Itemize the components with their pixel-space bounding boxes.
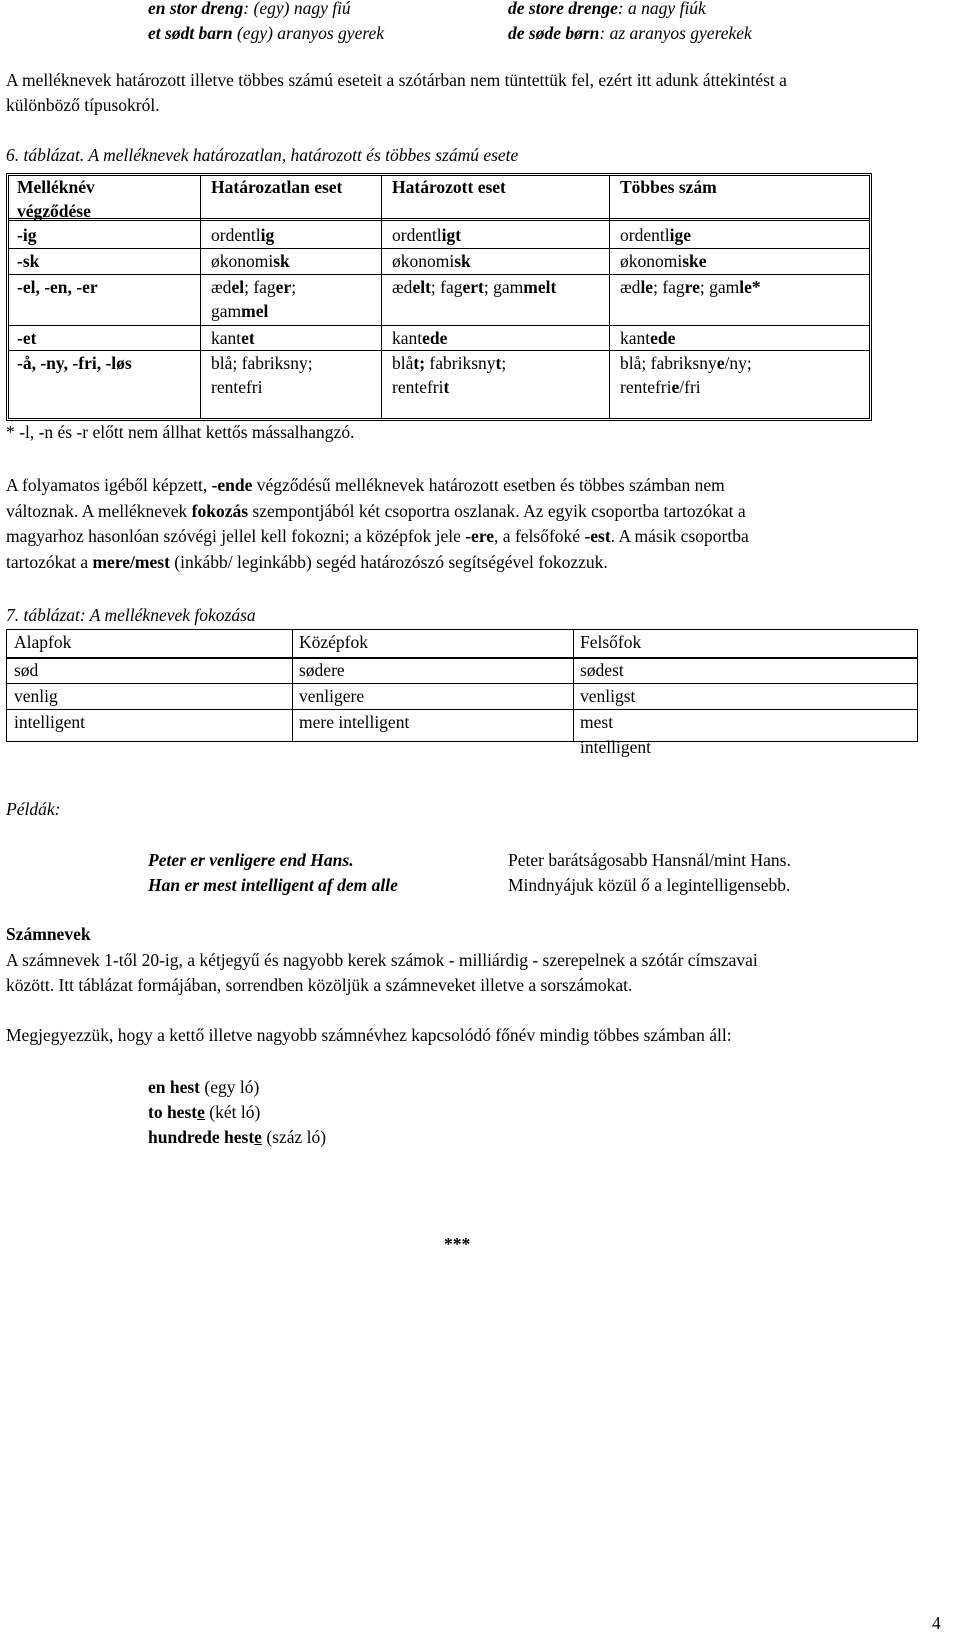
example-left-1	[148, 0, 351, 21]
example-right-2-hungarian: : az aranyos gyerekek	[599, 23, 752, 43]
table-7-header-comparative: Középfok	[299, 632, 369, 652]
table-6-header-plural: Többes szám	[620, 177, 717, 197]
example-left-1-hungarian: : (egy) nagy fiú	[243, 0, 351, 18]
table-6-header-ending	[17, 175, 95, 223]
example-right-1-hungarian: : a nagy fiúk	[617, 0, 706, 18]
table-row-ending: -ig	[17, 225, 37, 245]
numeral-example-3: hundrede heste (száz ló)	[148, 1127, 327, 1147]
table-cell-plural: økonomiske	[620, 251, 707, 271]
section-separator: ***	[444, 1234, 471, 1254]
example-right-2-danish: de søde børn	[508, 23, 600, 43]
example-left-2-hungarian: (egy) aranyos gyerek	[232, 23, 385, 43]
table-7	[6, 629, 918, 757]
numerals-paragraph-line-1: A számnevek 1-től 20-ig, a kétjegyű és nagyobb kerek számok - milliárdig - szerepelnek a szótár címszavai	[6, 950, 758, 970]
table-7-caption: 7. táblázat: A melléknevek fokozása	[6, 605, 256, 625]
table-cell: intelligent	[14, 712, 85, 732]
paragraph-line: változnak. A melléknevek fokozás szempontjából két csoportra oszlanak. Az egyik csoportba tartozókat a	[6, 500, 746, 521]
intro-paragraph-line-2: különböző típusokról.	[6, 95, 160, 115]
paragraph-comparison	[6, 473, 911, 575]
example-left-2	[148, 21, 384, 46]
example-danish-2: Han er mest intelligent af dem alle	[148, 875, 398, 895]
numerals-paragraph-line-2: között. Itt táblázat formájában, sorrendben közöljük a számneveket illetve a sorszámokat.	[6, 975, 633, 995]
table-6-caption: 6. táblázat. A melléknevek határozatlan, határozott és többes számú esete	[6, 145, 519, 165]
table-cell-definite: ædelt; fagert; gammelt	[392, 277, 557, 297]
table-7-header-base: Alapfok	[14, 632, 72, 652]
table-cell: venligere	[299, 686, 365, 706]
table-7-header-superlative: Felsőfok	[580, 632, 642, 652]
numeral-example-1: en hest (egy ló)	[148, 1077, 260, 1097]
intro-paragraph-line-1: A melléknevek határozott illetve többes számú eseteit a szótárban nem tüntettük fel, ezért itt adunk áttekintést a	[6, 70, 787, 90]
numerals-paragraph-2: Megjegyezzük, hogy a kettő illetve nagyobb számnévhez kapcsolódó főnév mindig többes számban áll:	[6, 1025, 732, 1045]
header-ending-line-2: végződése	[17, 201, 91, 221]
paragraph-line: tartozókat a mere/mest (inkább/ leginkább) segéd határozószó segítségével fokozzuk.	[6, 551, 608, 572]
table-cell-plural: ordentlige	[620, 225, 691, 245]
table-cell: sødere	[299, 660, 345, 680]
table-cell: venligst	[580, 686, 636, 706]
example-right-1-danish: de store drenge	[508, 0, 618, 18]
table-cell: mest intelligent	[580, 712, 651, 757]
table-cell-definite: blåt; fabriksnyt; rentefrit	[392, 353, 507, 397]
table-cell: sød	[14, 660, 39, 680]
table-cell-indefinite: ordentlig	[211, 225, 275, 245]
table-cell-definite: kantede	[392, 328, 448, 348]
table-row-ending: -sk	[17, 251, 40, 271]
table-row-ending: -el, -en, -er	[17, 277, 98, 297]
numeral-example-2: to heste (két ló)	[148, 1102, 261, 1122]
table-cell-indefinite: blå; fabriksny; rentefri	[211, 353, 313, 397]
example-hungarian-1: Peter barátságosabb Hansnál/mint Hans.	[508, 850, 791, 870]
paragraph-line: magyarhoz hasonlóan szóvégi jellel kell fokozni; a középfok jele -ere, a felsőfoké -est. A másik csoportba	[6, 526, 749, 546]
example-right-1	[508, 0, 706, 21]
table-cell-plural: ædle; fagre; gamle*	[620, 277, 761, 297]
page-number: 4	[932, 1613, 941, 1633]
examples-label: Példák:	[6, 799, 61, 819]
table-cell-definite: økonomisk	[392, 251, 471, 271]
table-cell-indefinite: kantet	[211, 328, 255, 348]
table-cell: mere intelligent	[299, 712, 410, 732]
example-left-1-danish: en stor dreng	[148, 0, 244, 18]
example-left-2-danish: et sødt barn	[148, 23, 233, 43]
table-6-header-indefinite: Határozatlan eset	[211, 177, 343, 197]
table-cell-definite: ordentligt	[392, 225, 462, 245]
table-6-footnote: * -l, -n és -r előtt nem állhat kettős mássalhangzó.	[6, 422, 355, 442]
table-cell: sødest	[580, 660, 624, 680]
table-row-ending: -et	[17, 328, 37, 348]
table-6-header-definite: Határozott eset	[392, 177, 506, 197]
table-6	[6, 173, 872, 421]
header-ending-line-1: Melléknév	[17, 177, 95, 197]
example-danish-1: Peter er venligere end Hans.	[148, 850, 354, 870]
table-cell-plural: blå; fabriksnye/ny; rentefrie/fri	[620, 353, 752, 397]
table-row-ending: -å, -ny, -fri, -løs	[17, 353, 132, 373]
table-cell-indefinite: økonomisk	[211, 251, 290, 271]
table-cell: venlig	[14, 686, 58, 706]
example-hungarian-2: Mindnyájuk közül ő a legintelligensebb.	[508, 875, 791, 895]
section-heading-numerals: Számnevek	[6, 924, 91, 944]
paragraph-line: A folyamatos igéből képzett, -ende végződésű melléknevek határozott esetben és többes számban nem	[6, 475, 725, 495]
table-cell-plural: kantede	[620, 328, 676, 348]
table-cell-indefinite: ædel; fager; gammel	[211, 277, 297, 321]
example-right-2	[508, 21, 752, 46]
